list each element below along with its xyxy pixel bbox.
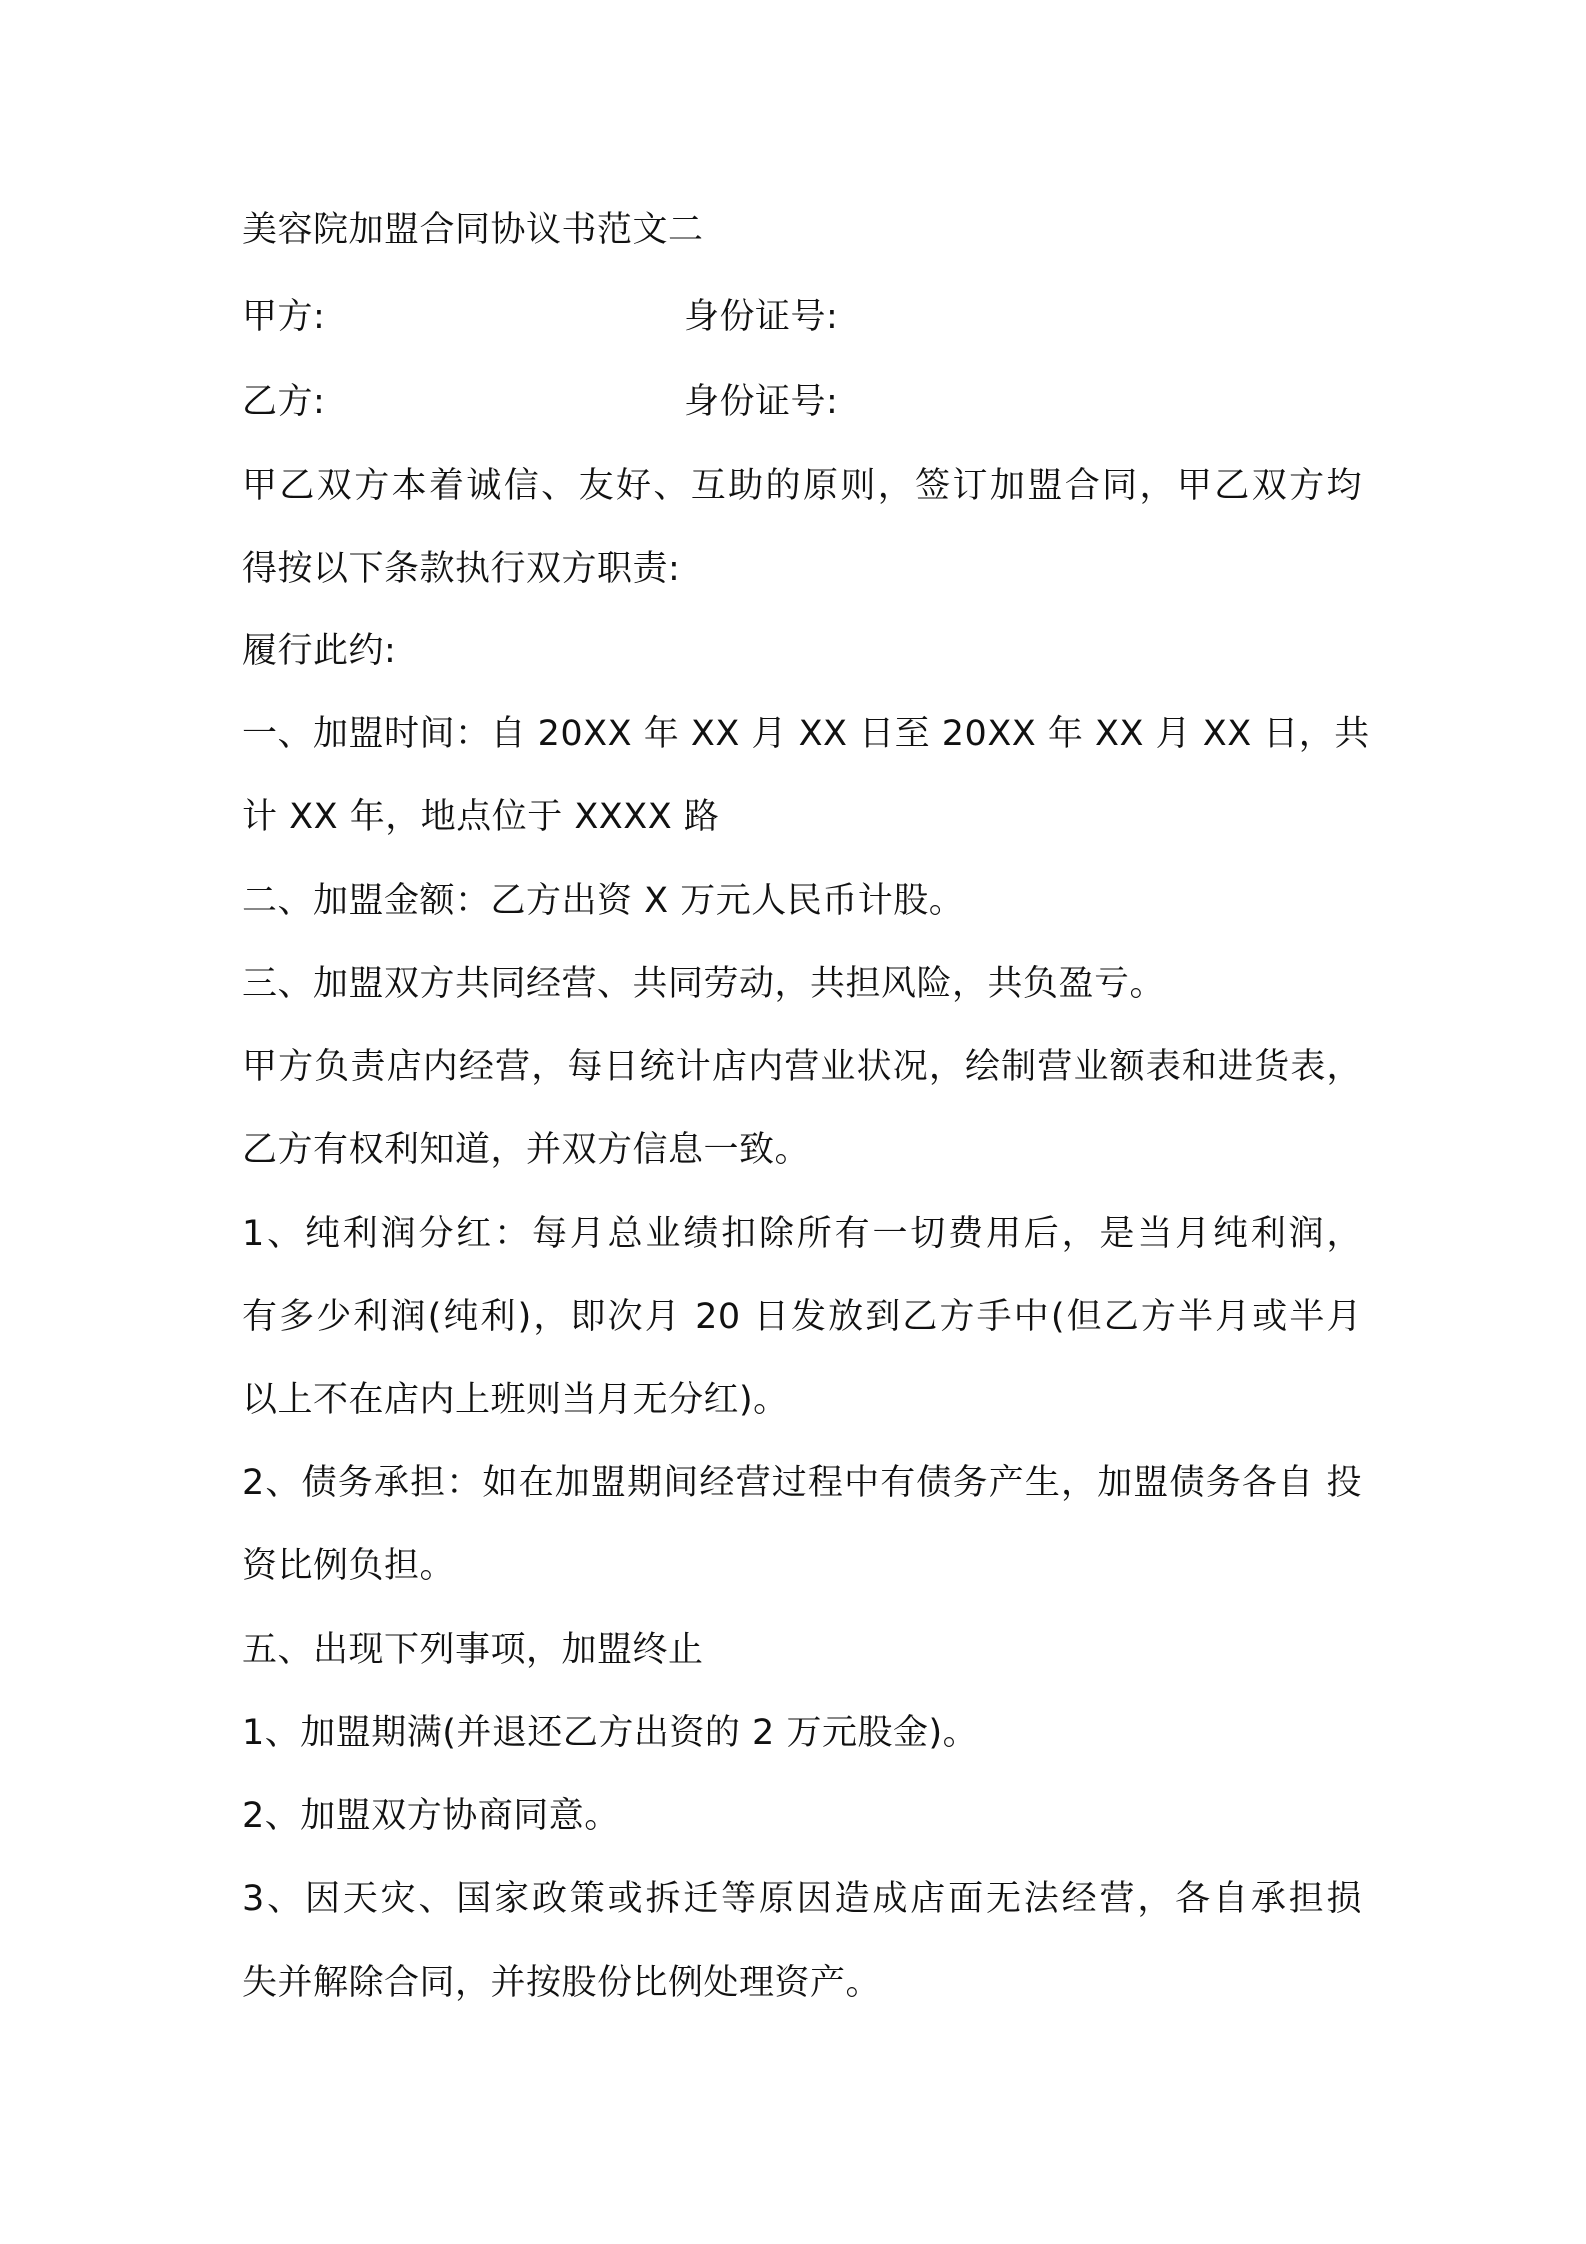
- perform-line: 履行此约:: [242, 631, 397, 671]
- item-1-line: 以上不在店内上班则当月无分红)。: [242, 1380, 789, 1420]
- party-a-duty-line: 甲方负责店内经营，每日统计店内营业状况，绘制营业额表和进货表，: [242, 1047, 1362, 1087]
- termination-item: 失并解除合同，并按股份比例处理资产。: [242, 1963, 882, 2003]
- party-a-row: [242, 287, 1362, 347]
- party-a-id-label: 身份证号:: [684, 297, 839, 337]
- clause-2-line: 二、加盟金额：乙方出资 X 万元人民币计股。: [242, 881, 965, 921]
- party-a-duty-line: 乙方有权利知道，并双方信息一致。: [242, 1130, 811, 1170]
- item-2-line: 资比例负担。: [242, 1546, 456, 1586]
- termination-item: 3、因天灾、国家政策或拆迁等原因造成店面无法经营，各自承担损: [242, 1879, 1362, 1919]
- item-1-line: 1、纯利润分红：每月总业绩扣除所有一切费用后，是当月纯利润，: [242, 1214, 1362, 1254]
- party-b-id-label: 身份证号:: [684, 382, 839, 422]
- intro-line: 得按以下条款执行双方职责:: [242, 549, 681, 589]
- clause-3-line: 三、加盟双方共同经营、共同劳动，共担风险，共负盈亏。: [242, 964, 1166, 1004]
- item-1-line: 有多少利润(纯利)，即次月 20 日发放到乙方手中(但乙方半月或半月: [242, 1297, 1362, 1337]
- party-b-label: 乙方:: [242, 382, 326, 422]
- clause-1-line: 一、加盟时间：自 20XX 年 XX 月 XX 日至 20XX 年 XX 月 XX 日，共: [242, 714, 1370, 754]
- intro-line: 甲乙双方本着诚信、友好、互助的原则，签订加盟合同，甲乙双方均: [242, 466, 1362, 506]
- party-a-label: 甲方:: [242, 297, 326, 337]
- document-title: 美容院加盟合同协议书范文二: [242, 210, 704, 250]
- party-b-row: [242, 372, 1362, 432]
- clause-5-line: 五、出现下列事项，加盟终止: [242, 1630, 704, 1670]
- item-2-line: 2、债务承担：如在加盟期间经营过程中有债务产生，加盟债务各自 投: [242, 1463, 1362, 1503]
- termination-item: 2、加盟双方协商同意。: [242, 1796, 620, 1836]
- termination-item: 1、加盟期满(并退还乙方出资的 2 万元股金)。: [242, 1713, 979, 1753]
- clause-1-line: 计 XX 年，地点位于 XXXX 路: [242, 797, 720, 837]
